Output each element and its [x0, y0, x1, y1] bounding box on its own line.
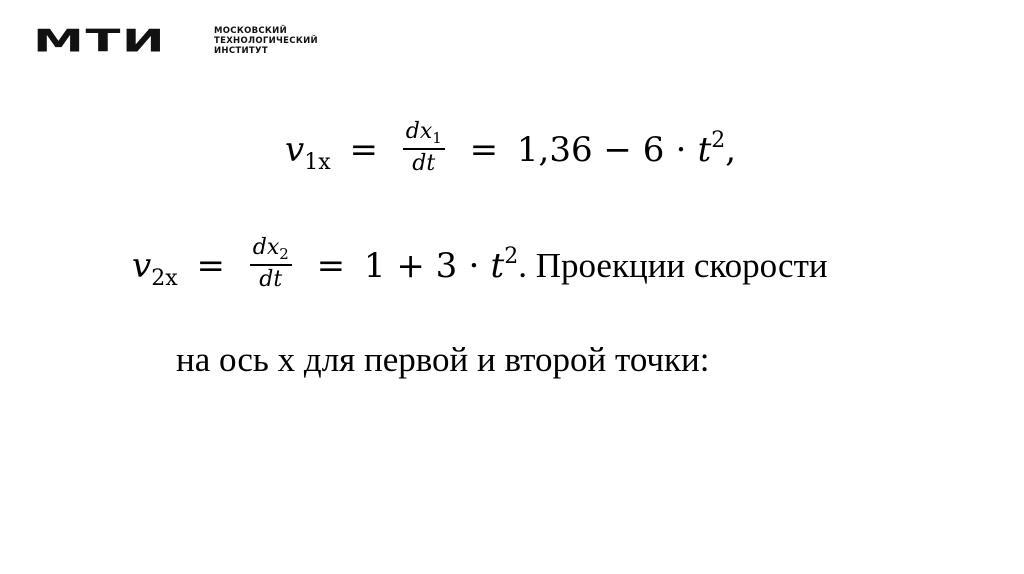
equation-v2x [132, 235, 828, 296]
eq2-v-subscript: 2x [151, 266, 178, 291]
eq1-num-dx: dx [405, 119, 433, 144]
eq1-numerator [403, 120, 445, 145]
equation-v1x [285, 119, 737, 180]
eq2-num-subscript: 2 [279, 245, 289, 263]
eq1-tail: , [725, 130, 737, 170]
eq1-v-subscript: 1x [304, 150, 331, 175]
body-text-line: на ось х для первой и второй точки: [176, 340, 710, 379]
eq2-t: t [490, 246, 505, 286]
eq1-equals: = [349, 130, 378, 170]
logo-mark: МТИ [33, 21, 167, 60]
eq1-fraction-bar [403, 148, 445, 150]
eq2-rhs: 1 + 3 ⋅ [363, 246, 491, 286]
eq2-equals-2: = [316, 246, 346, 286]
eq2-text: . Проекции скорости [518, 246, 828, 285]
logo-line-1: МОСКОВСКИЙ [214, 25, 287, 36]
eq1-denominator: dt [412, 151, 436, 176]
eq2-num-dx: dx [252, 235, 280, 260]
eq2-numerator [250, 236, 292, 261]
eq2-equals: = [196, 246, 225, 286]
eq1-rhs: 1,36 − 6 ⋅ [516, 130, 698, 170]
logo-line-2: ТЕХНОЛОГИЧЕСКИЙ [214, 35, 318, 46]
eq2-t-superscript: 2 [504, 244, 519, 269]
eq2-denominator: dt [259, 267, 283, 292]
eq2-fraction-bar [250, 264, 292, 266]
eq2-v: v [132, 246, 152, 286]
eq2-fraction [250, 236, 292, 292]
eq1-t: t [697, 130, 712, 170]
eq1-equals-2: = [469, 130, 499, 170]
eq1-v: v [285, 130, 305, 170]
institute-logo [33, 21, 318, 60]
logo-line-3: ИНСТИТУТ [214, 45, 268, 56]
eq1-num-subscript: 1 [432, 129, 442, 147]
eq1-t-superscript: 2 [711, 128, 726, 153]
eq1-fraction [403, 120, 445, 176]
